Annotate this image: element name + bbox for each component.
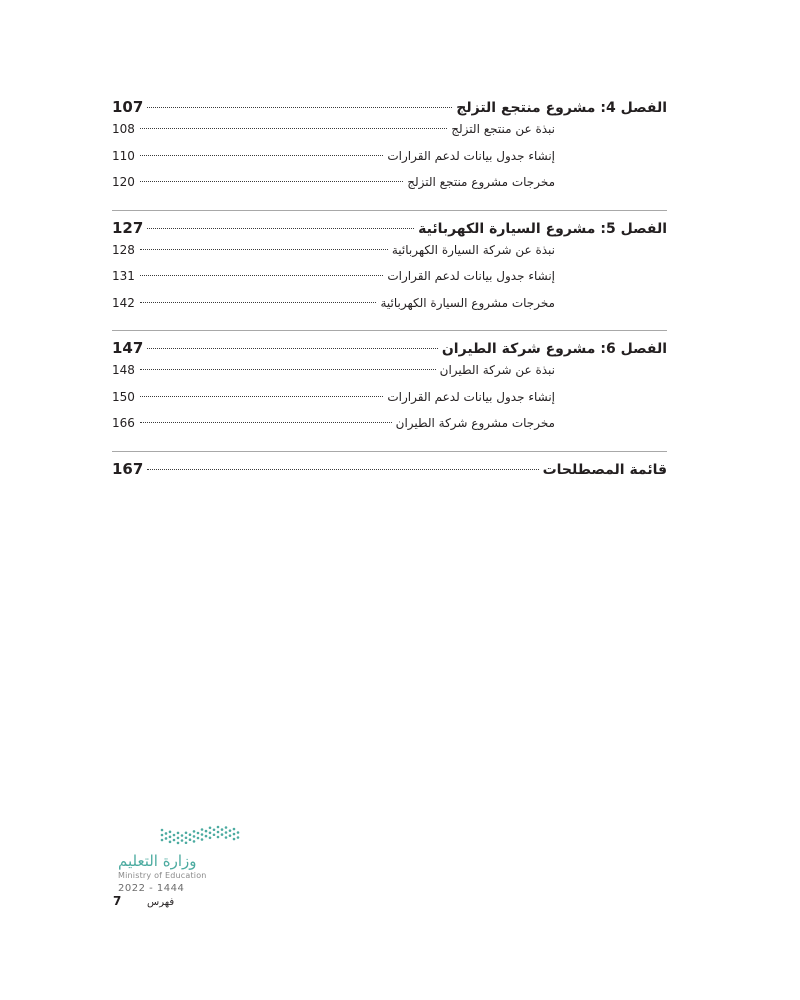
section-title: إنشاء جدول بيانات لدعم القرارات bbox=[387, 148, 555, 163]
toc-chapter-row[interactable] bbox=[112, 98, 667, 122]
toc-section-row[interactable] bbox=[112, 296, 555, 323]
dot-leader bbox=[140, 181, 403, 182]
divider bbox=[112, 210, 667, 211]
section-title: نبذة عن شركة الطيران bbox=[439, 363, 555, 377]
section-page-number: 142 bbox=[112, 295, 135, 310]
dot-leader bbox=[140, 396, 383, 397]
toc-section-row[interactable] bbox=[112, 363, 555, 390]
dot-leader bbox=[140, 128, 447, 129]
dot-leader bbox=[140, 249, 388, 250]
chapter-page-number: 147 bbox=[112, 339, 144, 357]
chapter-title: الفصل 5: مشروع السيارة الكهربائية bbox=[418, 220, 667, 237]
dot-leader bbox=[147, 107, 452, 108]
section-page-number: 148 bbox=[112, 363, 135, 377]
section-page-number: 166 bbox=[112, 416, 135, 430]
toc-section-row[interactable] bbox=[112, 416, 555, 443]
chapter-title: الفصل 4: مشروع منتجع التزلج bbox=[456, 100, 667, 116]
glossary-title: قائمة المصطلحات bbox=[542, 461, 667, 478]
toc-chapter-4 bbox=[112, 98, 667, 206]
section-title: نبذة عن شركة السيارة الكهربائية bbox=[391, 242, 555, 257]
toc-glossary-row[interactable] bbox=[112, 460, 667, 484]
divider bbox=[112, 330, 667, 331]
section-page-number: 128 bbox=[112, 242, 135, 257]
dot-leader bbox=[140, 422, 392, 423]
academic-year: 2022 - 1444 bbox=[118, 883, 185, 894]
chapter-page-number: 127 bbox=[112, 218, 144, 237]
section-title: مخرجات مشروع السيارة الكهربائية bbox=[380, 295, 555, 310]
toc-section-row[interactable] bbox=[112, 390, 555, 417]
toc-section-row[interactable] bbox=[112, 243, 555, 270]
toc-sections bbox=[112, 363, 667, 443]
toc-section-row[interactable] bbox=[112, 175, 555, 202]
section-page-number: 120 bbox=[112, 175, 135, 189]
section-title: إنشاء جدول بيانات لدعم القرارات bbox=[387, 389, 555, 404]
dot-leader bbox=[147, 348, 438, 349]
toc-chapter-row[interactable] bbox=[112, 339, 667, 363]
page-number: 7 bbox=[113, 894, 122, 908]
dot-leader bbox=[140, 275, 383, 276]
section-title: إنشاء جدول بيانات لدعم القرارات bbox=[387, 269, 555, 283]
ministry-name-arabic: وزارة التعليم bbox=[118, 852, 197, 870]
section-page-number: 108 bbox=[112, 122, 135, 136]
dot-leader bbox=[147, 228, 414, 229]
toc-chapter-5 bbox=[112, 219, 667, 327]
toc-sections bbox=[112, 122, 667, 202]
dot-leader bbox=[147, 469, 538, 470]
chapter-title: الفصل 6: مشروع شركة الطيران bbox=[441, 341, 667, 357]
ministry-logo-icon bbox=[160, 822, 240, 848]
toc-chapter-row[interactable] bbox=[112, 219, 667, 243]
section-title: مخرجات مشروع منتجع التزلج bbox=[407, 175, 555, 189]
toc-section-row[interactable] bbox=[112, 122, 555, 149]
ministry-name-english: Ministry of Education bbox=[118, 871, 207, 880]
section-page-number: 131 bbox=[112, 269, 135, 283]
chapter-page-number: 107 bbox=[112, 98, 144, 116]
dot-leader bbox=[140, 302, 376, 303]
toc-chapter-6 bbox=[112, 339, 667, 447]
index-label: فهرس bbox=[147, 897, 175, 908]
toc-sections bbox=[112, 243, 667, 323]
section-title: مخرجات مشروع شركة الطيران bbox=[395, 416, 555, 430]
dot-leader bbox=[140, 155, 383, 156]
dot-leader bbox=[140, 369, 436, 370]
section-page-number: 150 bbox=[112, 389, 135, 404]
toc-section-row[interactable] bbox=[112, 149, 555, 176]
section-page-number: 110 bbox=[112, 148, 135, 163]
toc-section-row[interactable] bbox=[112, 269, 555, 296]
section-title: نبذة عن منتجع التزلج bbox=[451, 122, 555, 136]
glossary-page-number: 167 bbox=[112, 459, 144, 478]
divider bbox=[112, 451, 667, 452]
table-of-contents bbox=[112, 98, 667, 484]
